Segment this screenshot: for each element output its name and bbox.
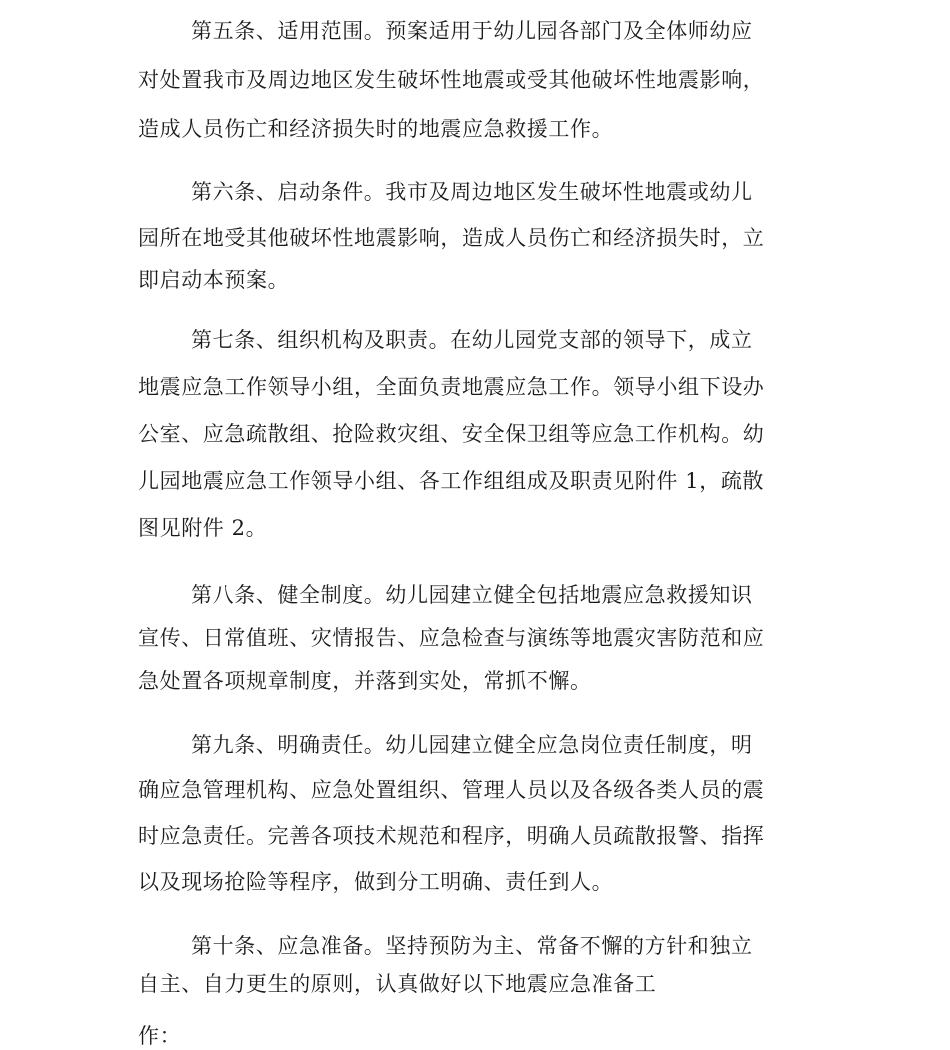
text-line: 公室、应急疏散组、抢险救灾组、安全保卫组等应急工作机构。幼 — [138, 422, 765, 446]
text-line: 造成人员伤亡和经济损失时的地震应急救援工作。 — [138, 117, 614, 141]
text-line: 第八条、健全制度。幼儿园建立健全包括地震应急救援知识 — [191, 583, 753, 607]
text-line: 时应急责任。完善各项技术规范和程序，明确人员疏散报警、指挥 — [138, 824, 765, 848]
text-line: 即启动本预案。 — [138, 268, 290, 292]
text-line: 地震应急工作领导小组，全面负责地震应急工作。领导小组下设办 — [138, 375, 765, 399]
text-line: 第六条、启动条件。我市及周边地区发生破坏性地震或幼儿 — [191, 180, 753, 204]
text-line: 急处置各项规章制度，并落到实处，常抓不懈。 — [138, 669, 592, 693]
text-line: 图见附件 2。 — [138, 516, 268, 540]
text-line: 对处置我市及周边地区发生破坏性地震或受其他破坏性地震影响， — [138, 68, 765, 92]
text-line: 自主、自力更生的原则，认真做好以下地震应急准备工 — [138, 972, 657, 996]
text-line: 第十条、应急准备。坚持预防为主、常备不懈的方针和独立 — [191, 934, 753, 958]
text-line: 以及现场抢险等程序，做到分工明确、责任到人。 — [138, 870, 614, 894]
text-line: 第五条、适用范围。预案适用于幼儿园各部门及全体师幼应 — [191, 19, 753, 43]
text-line: 确应急管理机构、应急处置组织、管理人员以及各级各类人员的震 — [138, 778, 765, 802]
text-line: 宣传、日常值班、灾情报告、应急检查与演练等地震灾害防范和应 — [138, 626, 765, 650]
text-line: 园所在地受其他破坏性地震影响，造成人员伤亡和经济损失时，立 — [138, 226, 765, 250]
text-line: 作： — [138, 1024, 182, 1048]
text-line: 第七条、组织机构及职责。在幼儿园党支部的领导下，成立 — [191, 328, 753, 352]
text-line: 第九条、明确责任。幼儿园建立健全应急岗位责任制度，明 — [191, 733, 753, 757]
text-line: 儿园地震应急工作领导小组、各工作组组成及职责见附件 1，疏散 — [138, 469, 765, 493]
